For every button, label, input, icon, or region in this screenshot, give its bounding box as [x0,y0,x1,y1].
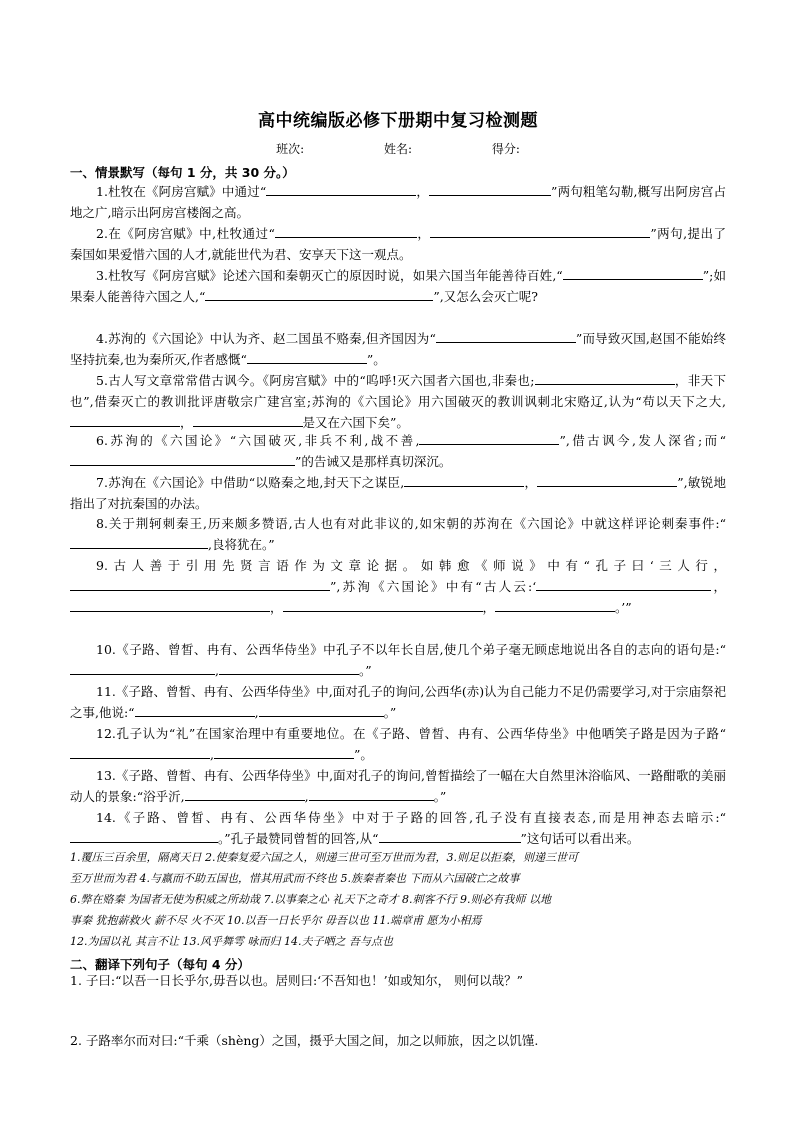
answer-blank[interactable] [70,414,180,427]
question-8: 8.关于荆轲刺秦王,历来颇多赞语,古人也有对此非议的,如宋朝的苏洵在《六国论》中就这样评论刺秦事件:“,良将犹在。” [70,513,726,555]
answer-blank[interactable] [185,788,305,801]
question-9: 9.古人善于引用先贤言语作为文章论据。如韩愈《师说》中有“孔子曰‘三人行，”,苏洵《六国论》中有“古人云:‘ ，， ， 。’” [70,555,726,618]
answer-blank[interactable] [429,183,551,196]
name-label: 姓名: [383,142,413,156]
question-10: 10.《子路、曾皙、冉有、公西华侍坐》中孔子不以年长自居,使几个弟子毫无顾虑地说出各自的志向的语句是:“, 。” [70,639,726,681]
answer-blank[interactable] [537,474,677,487]
answer-blank[interactable] [266,183,416,196]
question-12: 12.孔子认为“礼”在国家治理中有重要地位。在《子路、曾皙、冉有、公西华侍坐》中他哂笑子路是因为子路“, ”。 [70,723,726,765]
answer-blank[interactable] [219,662,359,675]
answer-line: 事秦 犹抱薪救火 薪不尽 火不灭 10.以吾一日长乎尔 毋吾以也 11.端章甫 愿为小相焉 [70,914,482,927]
answer-blank[interactable] [535,372,675,385]
answer-blank[interactable] [419,432,559,445]
answer-blank[interactable] [404,474,524,487]
question-6: 6.苏洵的《六国论》“六国破灭,非兵不利,战不善, ”,借古讽今,发人深省;而“”的告诫又是那样真切深沉。 [70,430,726,472]
question-14: 14.《子路、曾皙、冉有、公西华侍坐》中对于子路的回答,孔子没有直接表态,而是用神态去暗示:“。”孔子最赞同曾皙的回答,从“ ”这句话可以看出来。 [70,807,726,849]
answer-blank[interactable] [70,578,330,591]
answer-blank[interactable] [536,578,711,591]
answer-line: 1.覆压三百余里，隔离天日 2.使秦复爱六国之人，则递三世可至万世而为君，3.则足以拒秦，则递三世可 [70,851,578,864]
answer-blank[interactable] [70,599,270,612]
question-7: 7.苏洵在《六国论》中借助“以赂秦之地,封天下之谋臣, ， ”,敏锐地指出了对抗秦国的办法。 [70,475,726,511]
answer-blank[interactable] [563,267,703,280]
answer-line: 12.为国以礼 其言不让 13.风乎舞雩 咏而归 14.夫子哂之 吾与点也 [70,935,393,948]
answer-blank[interactable] [436,330,576,343]
translation-item-2: 2. 子路率尔而对曰:“千乘（shèng）之国，摄乎大国之间，加之以师旅，因之以饥馑. [70,1033,539,1048]
section-2-heading: 二、翻译下列句子（每句 4 分） [70,957,250,972]
score-label: 得分: [491,142,520,156]
answer-blank[interactable] [135,704,255,717]
translation-item-1: 1. 子曰:“以吾一日长乎尔,毋吾以也。居则曰:‘不吾知也！’如或知尔， 则何以哉？” [70,973,523,988]
answer-blank[interactable] [205,288,433,301]
answer-blank[interactable] [70,662,215,675]
question-4: 4.苏洵的《六国论》中认为齐、赵二国虽不赂秦,但齐国因为“ ”而导致灭国,赵国不能始终坚持抗秦,也为秦所灭,作者感慨“ ”。 [70,331,726,367]
section-1-heading: 一、情景默写（每句 1 分，共 30 分。） [70,165,295,180]
question-3: 3.杜牧写《阿房宫赋》论述六国和秦朝灭亡的原因时说，如果六国当年能善待百姓,“ ”;如果秦人能善待六国之人,“ ”,又怎么会灭亡呢? [70,268,726,304]
answer-blank[interactable] [214,746,354,759]
answer-blank[interactable] [259,704,384,717]
answer-blank[interactable] [70,746,210,759]
answer-blank[interactable] [70,830,218,843]
page-title: 高中统编版必修下册期中复习检测题 [258,111,538,131]
answer-blank[interactable] [283,599,483,612]
question-11: 11.《子路、曾皙、冉有、公西华侍坐》中,面对孔子的询问,公西华(赤)认为自己能力不足仍需要学习,对于宗庙祭祀之事,他说:“ , 。” [70,684,726,720]
answer-blank[interactable] [70,536,208,549]
question-2: 2.在《阿房宫赋》中,杜牧通过“ ， ”两句,提出了秦国如果爱惜六国的人才,就能世代为君、安享天下这一观点。 [70,226,726,262]
question-13: 13.《子路、曾皙、冉有、公西华侍坐》中,面对孔子的询问,曾皙描绘了一幅在大自然里沐浴临风、一路酣歌的美丽动人的景象:“浴乎沂, , 。” [70,768,726,804]
question-5: 5.古人写文章常常借古讽今。《阿房宫赋》中的“呜呼!灭六国者六国也,非秦也; ，非天下也”,借秦灭亡的教训批评唐敬宗广建宫室;苏洵的《六国论》用六国破灭的教训讽刺北宋赂辽,认为“苟以天下之大,， 是又在六国下矣”。 [70,373,726,430]
answer-blank[interactable] [275,225,417,238]
answer-blank[interactable] [495,599,615,612]
question-1: 1.杜牧在《阿房宫赋》中通过“ ， ”两句粗笔勾勒,概写出阿房宫占地之广,暗示出阿房宫楼阁之高。 [70,184,726,220]
answer-blank[interactable] [70,453,295,466]
class-label: 班次: [276,142,305,156]
answer-blank[interactable] [247,351,367,364]
answer-blank[interactable] [430,225,650,238]
answer-blank[interactable] [379,830,521,843]
answer-line: 6.弊在赂秦 为国者无使为积威之所劫哉 7.以事秦之心 礼天下之奇才 8.刺客不行 9.则必有我师 以地 [70,893,551,906]
answer-blank[interactable] [193,414,303,427]
answer-line: 至万世而为君 4.与嬴而不助五国也，惜其用武而不终也 5.族秦者秦也 下而从六国破亡之故事 [70,872,520,885]
student-info [70,140,726,157]
answer-key [70,847,726,952]
answer-blank[interactable] [309,788,434,801]
